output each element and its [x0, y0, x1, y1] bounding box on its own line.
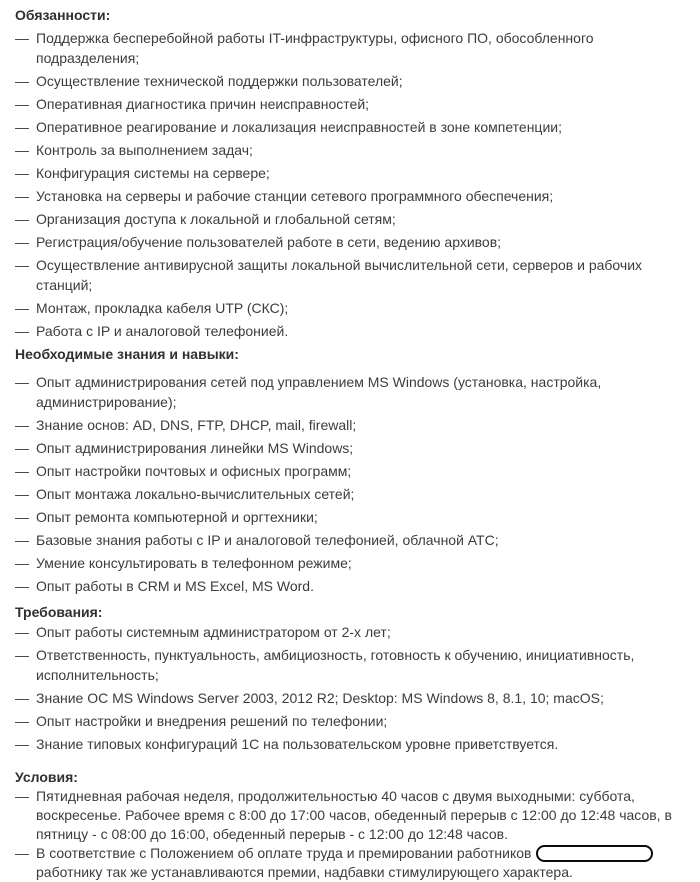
- dash-bullet: —: [15, 578, 29, 594]
- dash-bullet: —: [15, 30, 29, 46]
- list-item: [15, 71, 689, 91]
- list-item: [15, 255, 689, 295]
- list-item-text-after: работнику так же устанавливаются премии, надбавки стимулирующего характера.: [36, 864, 573, 880]
- section-heading: Условия:: [15, 769, 78, 785]
- list-item: [15, 438, 689, 458]
- list-item: [15, 530, 689, 550]
- document-section: [15, 344, 689, 599]
- list-item: [15, 186, 689, 206]
- list-item: [15, 117, 689, 137]
- list-item: [15, 461, 689, 481]
- dash-bullet: —: [15, 845, 29, 861]
- list-item: [15, 163, 689, 183]
- document-section: [15, 757, 689, 882]
- list-item-text: Опыт администрирования линейки MS Windows;: [36, 440, 354, 456]
- list-item-text: Знание основ: AD, DNS, FTP, DHCP, mail, firewall;: [36, 417, 357, 433]
- list-item-text: Пятидневная рабочая неделя, продолжительностью 40 часов с двумя выходными: суббота, воскресенье. Рабочее время с 8:00 до 17:00 часов, обеденный перерыв с 12:00 до 12:48 часов, в пятницу - с 08:00 до 16:00, обеденный перерыв - с 12:00 до 12:48 часов.: [36, 788, 672, 842]
- list-item: [15, 209, 689, 229]
- list-item: [15, 576, 689, 596]
- list-item: [15, 28, 689, 68]
- dash-bullet: —: [15, 486, 29, 502]
- dash-bullet: —: [15, 188, 29, 204]
- list-item: [15, 232, 689, 252]
- dash-bullet: —: [15, 463, 29, 479]
- list-item-text: Опыт настройки и внедрения решений по телефонии;: [36, 713, 388, 729]
- list-item: [15, 553, 689, 573]
- dash-bullet: —: [15, 96, 29, 112]
- list-item: [15, 507, 689, 527]
- list-item-text: Ответственность, пунктуальность, амбициозность, готовность к обучению, инициативность, исполнительность;: [36, 647, 635, 683]
- dash-bullet: —: [15, 532, 29, 548]
- dash-bullet: —: [15, 736, 29, 752]
- dash-bullet: —: [15, 440, 29, 456]
- list-item-text: Монтаж, прокладка кабеля UTP (СКС);: [36, 300, 289, 316]
- list-item-text: Опыт настройки почтовых и офисных программ;: [36, 463, 352, 479]
- dash-bullet: —: [15, 323, 29, 339]
- dash-bullet: —: [15, 624, 29, 640]
- dash-bullet: —: [15, 142, 29, 158]
- list-item-text: Конфигурация системы на сервере;: [36, 165, 270, 181]
- section-items: [15, 787, 689, 882]
- section-heading: Обязанности:: [15, 7, 111, 23]
- list-item-text: Установка на серверы и рабочие станции сетевого программного обеспечения;: [36, 188, 554, 204]
- redaction-box: [536, 845, 653, 862]
- list-item-text: Опыт монтажа локально-вычислительных сетей;: [36, 486, 355, 502]
- list-item: [15, 140, 689, 160]
- dash-bullet: —: [15, 211, 29, 227]
- list-item-text: Поддержка бесперебойной работы IT-инфраструктуры, офисного ПО, обособленного подразделения;: [36, 30, 594, 66]
- list-item-text: [36, 844, 689, 882]
- list-item-text: Знание типовых конфигураций 1С на пользовательском уровне приветствуется.: [36, 736, 559, 752]
- document-section: [15, 5, 689, 344]
- list-item: [15, 298, 689, 318]
- section-items: [15, 372, 689, 596]
- section-items: [15, 622, 689, 754]
- dash-bullet: —: [15, 257, 29, 273]
- list-item-text: Опыт администрирования сетей под управлением MS Windows (установка, настройка, администрирование);: [36, 374, 602, 410]
- dash-bullet: —: [15, 73, 29, 89]
- dash-bullet: —: [15, 647, 29, 663]
- dash-bullet: —: [15, 788, 29, 804]
- dash-bullet: —: [15, 509, 29, 525]
- list-item-text: Организация доступа к локальной и глобальной сетям;: [36, 211, 396, 227]
- list-item-text: Осуществление антивирусной защиты локальной вычислительной сети, серверов и рабочих станций;: [36, 257, 643, 293]
- list-item-text: Умение консультировать в телефонном режиме;: [36, 555, 352, 571]
- list-item: [15, 622, 689, 642]
- dash-bullet: —: [15, 165, 29, 181]
- list-item-text: Опыт работы в CRM и MS Excel, MS Word.: [36, 578, 314, 594]
- section-heading: Требования:: [15, 604, 103, 620]
- dash-bullet: —: [15, 555, 29, 571]
- dash-bullet: —: [15, 234, 29, 250]
- dash-bullet: —: [15, 300, 29, 316]
- list-item: [15, 688, 689, 708]
- list-item: [15, 787, 689, 844]
- document-section: [15, 599, 689, 757]
- list-item: [15, 844, 689, 882]
- list-item: [15, 484, 689, 504]
- list-item-text: Опыт работы системным администратором от 2-х лет;: [36, 624, 391, 640]
- list-item-text: Регистрация/обучение пользователей работе в сети, ведению архивов;: [36, 234, 502, 250]
- dash-bullet: —: [15, 713, 29, 729]
- list-item-text: Работа с IP и аналоговой телефонией.: [36, 323, 289, 339]
- dash-bullet: —: [15, 119, 29, 135]
- dash-bullet: —: [15, 374, 29, 390]
- list-item-text: Опыт ремонта компьютерной и оргтехники;: [36, 509, 318, 525]
- list-item-text: Базовые знания работы с IP и аналоговой телефонией, облачной АТС;: [36, 532, 499, 548]
- list-item: [15, 415, 689, 435]
- list-item-text-before: В соответствие с Положением об оплате труда и премировании работников: [36, 845, 532, 861]
- dash-bullet: —: [15, 417, 29, 433]
- list-item: [15, 734, 689, 754]
- list-item-text: Знание ОС MS Windows Server 2003, 2012 R2; Desktop: MS Windows 8, 8.1, 10; macOS;: [36, 690, 604, 706]
- list-item-text: Оперативная диагностика причин неисправностей;: [36, 96, 370, 112]
- list-item-text: Осуществление технической поддержки пользователей;: [36, 73, 403, 89]
- section-heading: Необходимые знания и навыки:: [15, 346, 239, 362]
- section-items: [15, 28, 689, 341]
- list-item: [15, 372, 689, 412]
- list-item: [15, 94, 689, 114]
- list-item-text: Оперативное реагирование и локализация неисправностей в зоне компетенции;: [36, 119, 562, 135]
- list-item: [15, 711, 689, 731]
- list-item: [15, 321, 689, 341]
- dash-bullet: —: [15, 690, 29, 706]
- list-item: [15, 645, 689, 685]
- list-item-text: Контроль за выполнением задач;: [36, 142, 253, 158]
